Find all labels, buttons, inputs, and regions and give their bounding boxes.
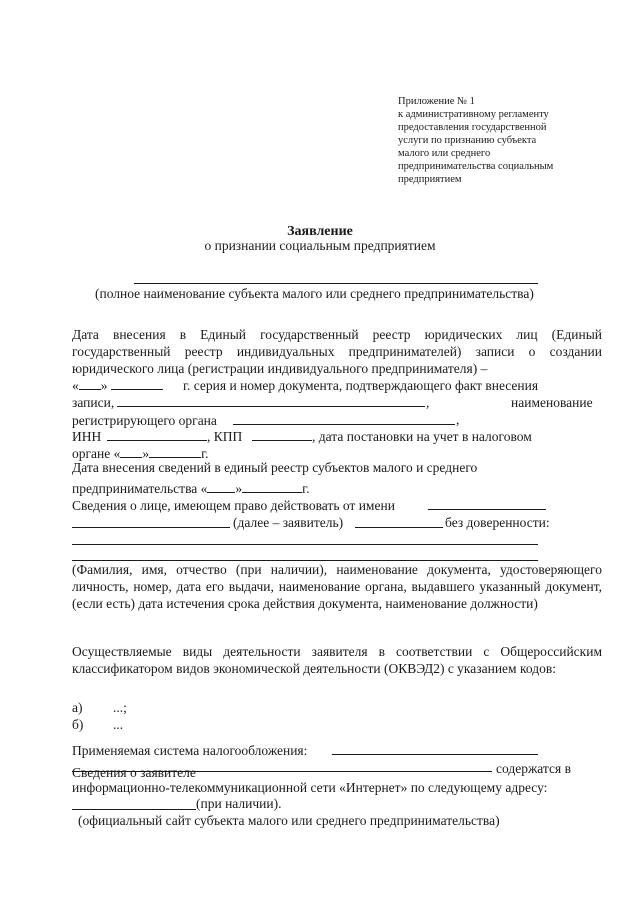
tax-date-label: , дата постановки на учет в налоговом xyxy=(312,429,532,444)
activity-value: ...; xyxy=(113,700,127,715)
record-line xyxy=(117,406,425,407)
activities-text: Осуществляемые виды деятельности заявителя в соответствии с Общероссийским классификатором видов экономической деятельности (ОКВЭД2) с указанием кодов: xyxy=(72,644,602,676)
no-power-label: без доверенности: xyxy=(445,515,550,530)
month-blank xyxy=(111,377,163,390)
kpp-label: , КПП xyxy=(207,429,243,444)
appendix-line: предприятием xyxy=(398,174,462,185)
document-page: Приложение № 1 к административному регламенту предоставления государственной услуги по признанию субъекта малого или среднего предпринимательства социальным предприятием Заявление о признании социальным предприятием (полное наименование субъекта малого или среднего предпринимательства) Дата внесения в Единый государственный реестр юридических лиц (Единый государственный реестр индивидуальных предпринимателей) записи о создании юридического лица (регистрации индивидуального предпринимателя) – « » г. серия и номер документа, подтверждающего факт внесения записи, , наименование регистрирующего органа , ИНН , КПП , дата постановки на учет в налоговом органе « » г. Дата внесения сведений в единый реестр субъектов малого и среднего предпринимательства « » г. Сведения о лице, имеющем право действовать от имени (далее – заявитель) без доверенности: (Фамилия, имя, отчество (при наличии), наименование документа, удостоверяющего личность, номер, дата его выдачи, наименование органа, выдавшего указанный документ, (если есть) дата истечения срока действия документа, наименование должности) Осуществляемые виды деятельности заявителя в соответствии с Общероссийским классификатором видов экономической деятельности (ОКВЭД2) с указанием кодов: а) ...; б) ... Применяемая система налогообложения: содержатся в Сведения о заявителе информационно-телекоммуникационной сети «Интернет» по следующему адресу: (при наличии). (официальный сайт субъекта малого или среднего предпринимательства) xyxy=(0,0,640,905)
day-blank xyxy=(79,377,101,390)
full-name-caption: (полное наименование субъекта малого или среднего предпринимательства) xyxy=(95,286,534,301)
appendix-line: услуги по признанию субъекта xyxy=(398,135,537,146)
kpp-line xyxy=(252,440,312,441)
tax-system-label: Применяемая система налогообложения: xyxy=(72,743,308,758)
smsp-line1: Дата внесения сведений в единый реестр субъектов малого и среднего xyxy=(72,460,478,475)
inn-label: ИНН xyxy=(72,429,102,444)
appendix-line: предпринимательства социальным xyxy=(398,161,554,172)
reg-body-label: регистрирующего органа xyxy=(72,413,217,428)
registry-date-row: « » xyxy=(72,377,163,394)
activity-marker: а) xyxy=(72,700,83,715)
appendix-line: малого или среднего xyxy=(398,148,491,159)
person-caption: (Фамилия, имя, отчество (при наличии), наименование документа, удостоверяющего личность, номер, дата его выдачи, наименование органа, выдавшего указанный документ, (если есть) дата истечения срока действия документа, наименование должности) xyxy=(72,562,602,611)
person-line-3 xyxy=(72,544,538,545)
applicant-label: (далее – заявитель) xyxy=(233,515,344,530)
full-name-line xyxy=(134,283,538,284)
smsp-date-row: предпринимательства « » г. xyxy=(72,481,310,496)
person-label: Сведения о лице, имеющем право действовать от имени xyxy=(72,498,395,513)
activity-value: ... xyxy=(113,717,124,732)
person-line-1 xyxy=(428,509,546,510)
info-label: Сведения о заявителе xyxy=(72,765,196,780)
reg-body-line xyxy=(233,424,455,425)
naming-label: наименование xyxy=(511,395,593,410)
internet-text: информационно-телекоммуникационной сети «Интернет» по следующему адресу: xyxy=(72,780,548,795)
activity-marker: б) xyxy=(72,717,84,732)
year-series-text: г. серия и номер документа, подтверждающего факт внесения xyxy=(183,378,539,393)
contained-label: содержатся в xyxy=(496,761,571,776)
if-any-label: (при наличии). xyxy=(196,796,282,811)
person-line-2a xyxy=(72,527,230,528)
document-subtitle: о признании социальным предприятием xyxy=(204,238,436,253)
appendix-block xyxy=(398,95,598,186)
appendix-line: Приложение № 1 xyxy=(398,96,475,107)
site-caption: (официальный сайт субъекта малого или среднего предпринимательства) xyxy=(78,813,500,828)
person-line-2b xyxy=(355,527,443,528)
appendix-line: к административному регламенту xyxy=(398,109,549,120)
inn-line xyxy=(107,440,207,441)
tax-system-line xyxy=(332,754,538,755)
appendix-line: предоставления государственной xyxy=(398,122,547,133)
registry-intro: Дата внесения в Единый государственный реестр юридических лиц (Единый государственный реестр индивидуальных предпринимателей) записи о создании юридического лица (регистрации индивидуального предпринимателя) – xyxy=(72,327,602,376)
document-title: Заявление xyxy=(287,224,353,239)
site-line xyxy=(72,809,196,810)
record-label: записи, xyxy=(72,395,115,410)
organ-date-row: органе « » г. xyxy=(72,446,209,461)
